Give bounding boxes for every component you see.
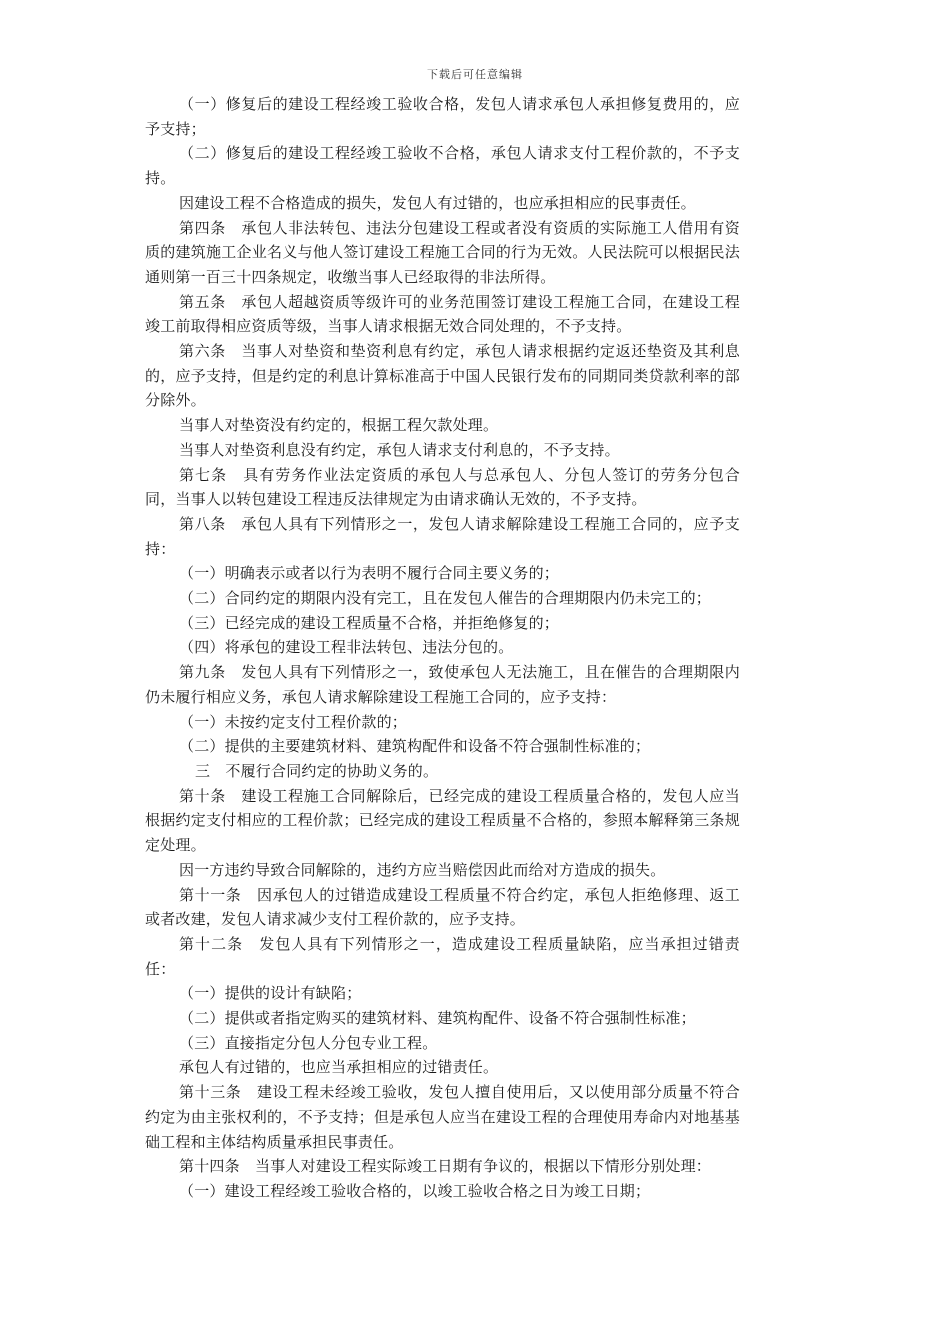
paragraph: 第十二条 发包人具有下列情形之一，造成建设工程质量缺陷，应当承担过错责任： xyxy=(145,934,740,978)
paragraph: 因建设工程不合格造成的损失，发包人有过错的，也应承担相应的民事责任。 xyxy=(179,193,696,212)
list-item: （一）明确表示或者以行为表明不履行合同主要义务的； xyxy=(179,564,560,583)
paragraph: 因一方违约导致合同解除的，违约方应当赔偿因此而给对方造成的损失。 xyxy=(179,860,666,879)
paragraph: 第十一条 因承包人的过错造成建设工程质量不符合约定，承包人拒绝修理、返工或者改建，发包人请求减少支付工程价款的，应予支持。 xyxy=(145,885,740,929)
paragraph: 第十条 建设工程施工合同解除后，已经完成的建设工程质量合格的，发包人应当根据约定支付相应的工程价款；已经完成的建设工程质量不合格的，参照本解释第三条规定处理。 xyxy=(145,786,740,855)
list-item: 三 不履行合同约定的协助义务的。 xyxy=(195,761,439,780)
list-item: （三）已经完成的建设工程质量不合格，并拒绝修复的； xyxy=(179,613,560,632)
list-item: （二）合同约定的期限内没有完工，且在发包人催告的合理期限内仍未完工的； xyxy=(179,589,712,608)
list-item: （四）将承包的建设工程非法转包、违法分包的。 xyxy=(179,638,514,657)
paragraph: 第十四条 当事人对建设工程实际竣工日期有争议的，根据以下情形分别处理： xyxy=(179,1157,712,1176)
paragraph: （二）修复后的建设工程经竣工验收不合格，承包人请求支付工程价款的，不予支持。 xyxy=(145,144,740,188)
list-item: （一）建设工程经竣工验收合格的，以竣工验收合格之日为竣工日期； xyxy=(179,1181,651,1200)
paragraph: 第十三条 建设工程未经竣工验收，发包人擅自使用后，又以使用部分质量不符合约定为由主张权利的，不予支持；但是承包人应当在建设工程的合理使用寿命内对地基基础工程和主体结构质量承担民事责任。 xyxy=(145,1083,740,1151)
list-item: （一）提供的设计有缺陷； xyxy=(179,984,362,1003)
list-item: （三）直接指定分包人分包专业工程。 xyxy=(179,1033,438,1052)
document-body xyxy=(145,92,740,1204)
paragraph: 第六条 当事人对垫资和垫资利息有约定，承包人请求根据约定返还垫资及其利息的，应予支持，但是约定的利息计算标准高于中国人民银行发布的同期同类贷款利率的部分除外。 xyxy=(145,342,740,410)
list-item: （二）提供的主要建筑材料、建筑构配件和设备不符合强制性标准的； xyxy=(179,737,651,756)
paragraph: 承包人有过错的，也应当承担相应的过错责任。 xyxy=(179,1058,499,1077)
paragraph: 第八条 承包人具有下列情形之一，发包人请求解除建设工程施工合同的，应予支持： xyxy=(145,514,740,558)
list-item: （二）提供或者指定购买的建筑材料、建筑构配件、设备不符合强制性标准； xyxy=(179,1009,696,1028)
paragraph: 第七条 具有劳务作业法定资质的承包人与总承包人、分包人签订的劳务分包合同，当事人以转包建设工程违反法律规定为由请求确认无效的，不予支持。 xyxy=(145,465,740,509)
paragraph: 第四条 承包人非法转包、违法分包建设工程或者没有资质的实际施工人借用有资质的建筑施工企业名义与他人签订建设工程施工合同的行为无效。人民法院可以根据民法通则第一百三十四条规定，收缴当事人已经取得的非法所得。 xyxy=(145,218,740,286)
paragraph: 当事人对垫资没有约定的，根据工程欠款处理。 xyxy=(179,416,499,435)
paragraph: 第九条 发包人具有下列情形之一，致使承包人无法施工，且在催告的合理期限内仍未履行相应义务，承包人请求解除建设工程施工合同的，应予支持： xyxy=(145,663,740,706)
list-item: （一）未按约定支付工程价款的； xyxy=(179,712,408,731)
paragraph: 当事人对垫资利息没有约定，承包人请求支付利息的，不予支持。 xyxy=(179,440,620,459)
paragraph: （一）修复后的建设工程经竣工验收合格，发包人请求承包人承担修复费用的，应予支持； xyxy=(145,95,740,138)
page-header: 下载后可任意编辑 xyxy=(427,68,523,81)
paragraph: 第五条 承包人超越资质等级许可的业务范围签订建设工程施工合同，在建设工程竣工前取得相应资质等级，当事人请求根据无效合同处理的，不予支持。 xyxy=(145,292,740,336)
